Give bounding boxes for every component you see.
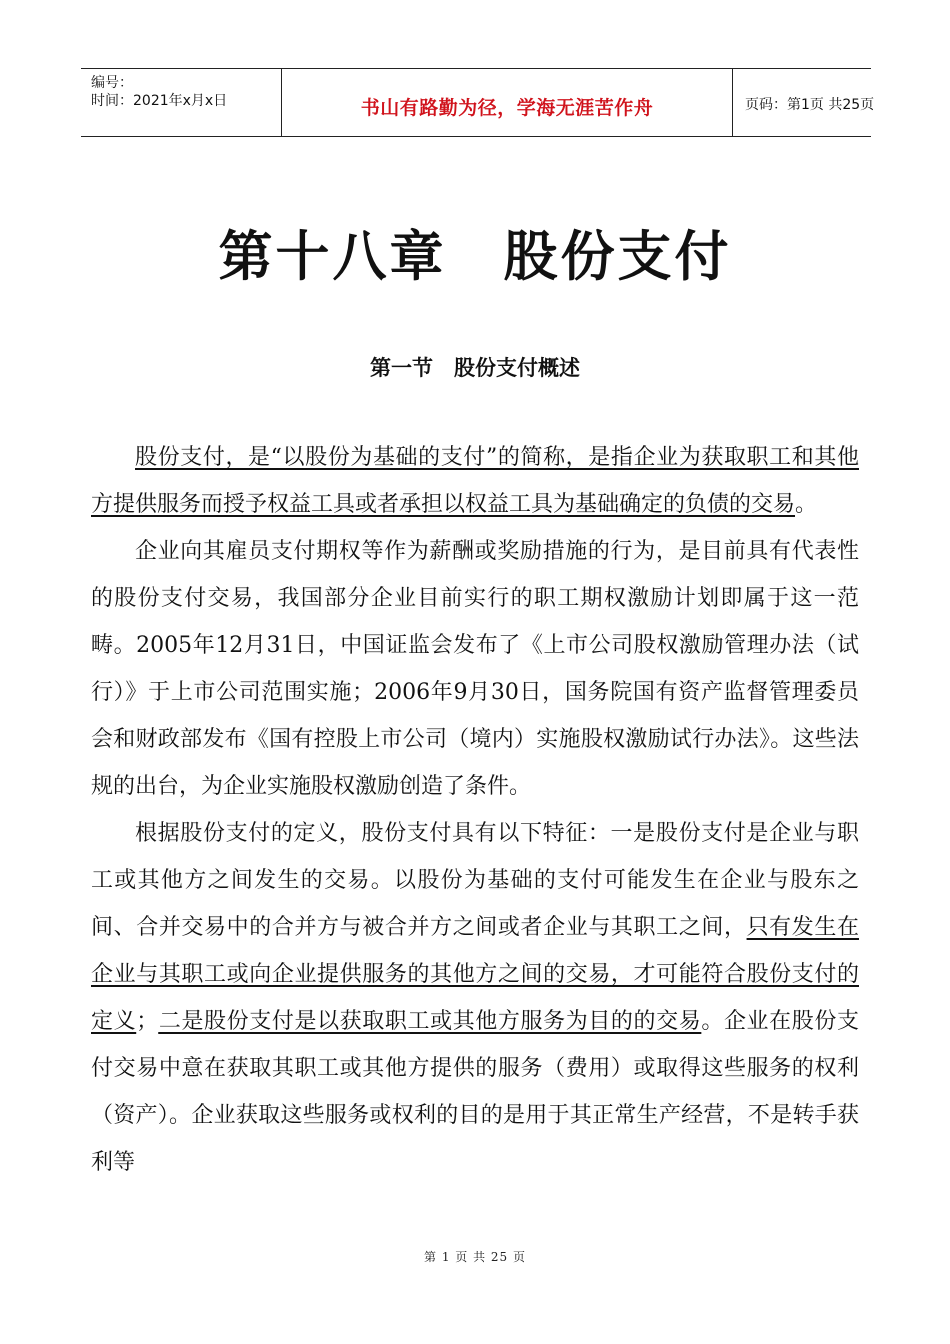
paragraph-text: 。 — [795, 492, 818, 517]
page-footer: 第 1 页 共 25 页 — [424, 1250, 526, 1264]
header-page-cell — [733, 69, 875, 136]
underlined-feature-one: 只有发生在企业与其职工或向企业提供服务的其他方之间的交易，才可能符合股份支付的定义 — [91, 915, 859, 1034]
header-meta-cell — [81, 69, 281, 136]
chapter-title: 第十八章 股份支付 — [218, 225, 732, 288]
section-title: 第一节 股份支付概述 — [370, 356, 580, 380]
underlined-definition: 股份支付，是“以股份为基础的支付”的简称，是指企业为获取职工和其他方提供服务而授予权益工具或者承担以权益工具为基础确定的负债的交易 — [91, 445, 859, 517]
document-number-label: 编号： — [91, 75, 133, 91]
paragraph-text: 企业向其雇员支付期权等作为薪酬或奖励措施的行为，是目前具有代表性的股份支付交易，我国部分企业目前实行的职工期权激励计划即属于这一范畴。2005年12月31日，中国证监会发布了《上市公司股权激励管理办法（试行）》于上市公司范围实施；2006年9月30日，国务院国有资产监督管理委员会和财政部发布《国有控股上市公司（境内）实施股权激励试行办法》。这些法规的出台，为企业实施股权激励创造了条件。 — [91, 539, 859, 799]
body-text — [91, 434, 859, 1186]
paragraph-text: 根据股份支付的定义，股份支付具有以下特征：一是股份支付是企业与职工或其他方之间发生的交易。以股份为基础的支付可能发生在企业与股东之间、合并交易中的合并方与被合并方之间或者企业与其职工之间， — [91, 821, 859, 940]
paragraph-background — [91, 528, 859, 810]
header-table — [81, 68, 875, 137]
header-motto: 书山有路勤为径，学海无涯苦作舟 — [360, 97, 654, 119]
paragraph-features — [91, 810, 859, 1186]
underlined-feature-two: 二是股份支付是以获取职工或其他方服务为目的的交易 — [158, 1009, 702, 1034]
paragraph-definition — [91, 434, 859, 528]
paragraph-text: ； — [136, 1009, 159, 1034]
paragraph-text: 。企业在股份支付交易中意在获取其职工或其他方提供的服务（费用）或取得这些服务的权利（资产）。企业获取这些服务或权利的目的是用于其正常生产经营，不是转手获利等 — [91, 1009, 859, 1175]
document-time-label: 时间：2021年x月x日 — [91, 93, 228, 109]
header-motto-cell — [281, 69, 733, 136]
header-page-info: 页码：第1页 共25页 — [745, 97, 875, 113]
